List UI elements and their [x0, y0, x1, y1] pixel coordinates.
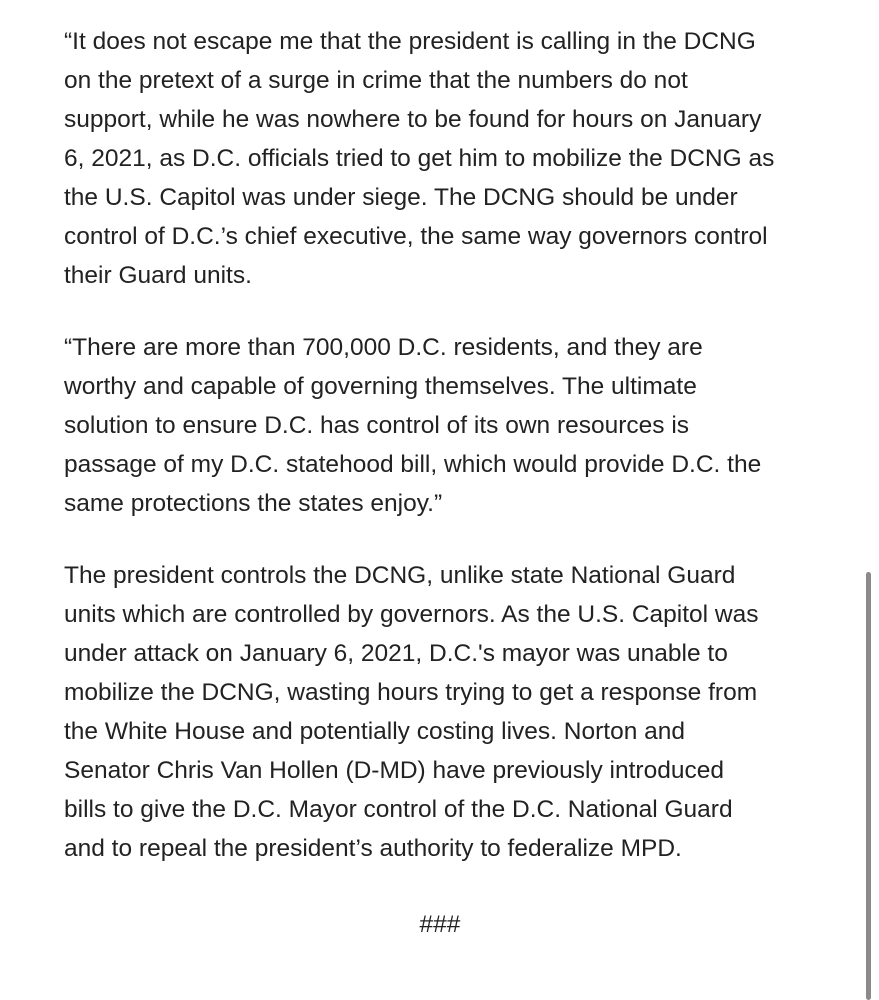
text-line: 6, 2021, as D.C. officials tried to get him to mobilize the DCNG as: [64, 145, 775, 172]
article-body: [64, 22, 824, 938]
text-line: and to repeal the president’s authority to federalize MPD.: [64, 835, 682, 862]
text-line: their Guard units.: [64, 262, 252, 289]
text-line: under attack on January 6, 2021, D.C.'s mayor was unable to: [64, 640, 728, 667]
text-line: “It does not escape me that the president is calling in the DCNG: [64, 28, 756, 55]
paragraph-quote-1: [64, 22, 824, 295]
text-line: worthy and capable of governing themselves. The ultimate: [64, 373, 697, 400]
end-of-release-mark: ###: [419, 911, 461, 938]
text-line: passage of my D.C. statehood bill, which would provide D.C. the: [64, 451, 762, 478]
paragraph-background: [64, 556, 824, 868]
text-line: mobilize the DCNG, wasting hours trying to get a response from: [64, 679, 758, 706]
text-line: control of D.C.’s chief executive, the same way governors control: [64, 223, 768, 250]
text-line: units which are controlled by governors. As the U.S. Capitol was: [64, 601, 759, 628]
text-line: The president controls the DCNG, unlike state National Guard: [64, 562, 736, 589]
text-line: “There are more than 700,000 D.C. residents, and they are: [64, 334, 703, 361]
paragraph-quote-2: [64, 328, 824, 523]
text-line: the U.S. Capitol was under siege. The DCNG should be under: [64, 184, 738, 211]
text-line: Senator Chris Van Hollen (D-MD) have previously introduced: [64, 757, 724, 784]
text-line: support, while he was nowhere to be found for hours on January: [64, 106, 762, 133]
scrollbar-thumb[interactable]: [866, 572, 871, 1000]
text-line: bills to give the D.C. Mayor control of the D.C. National Guard: [64, 796, 733, 823]
text-line: solution to ensure D.C. has control of its own resources is: [64, 412, 690, 439]
text-line: the White House and potentially costing lives. Norton and: [64, 718, 686, 745]
text-line: on the pretext of a surge in crime that the numbers do not: [64, 67, 688, 94]
text-line: same protections the states enjoy.”: [64, 490, 443, 517]
